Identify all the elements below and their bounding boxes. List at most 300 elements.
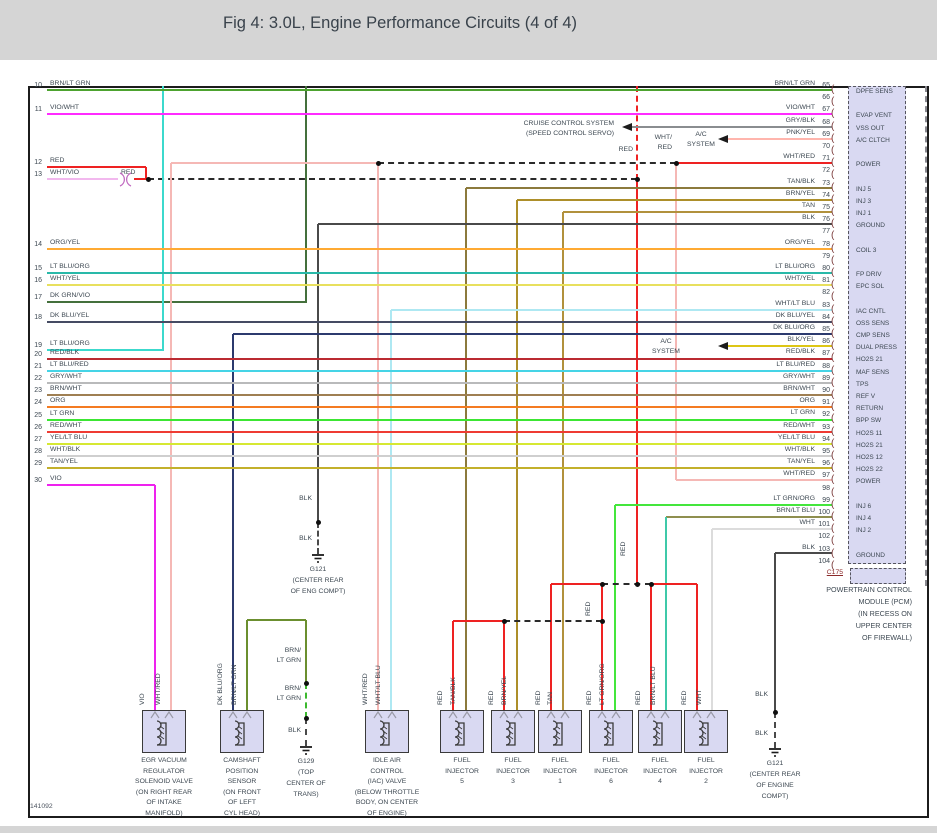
pin-bracket: (: [831, 108, 835, 119]
pin-bracket: (: [831, 96, 835, 107]
wire-color-label: DK BLU/YEL: [50, 312, 90, 319]
row-number: 16: [34, 277, 42, 284]
pin-wire-color-label: BRN/YEL: [785, 190, 815, 197]
pin-bracket: (: [831, 340, 835, 351]
pin-bracket: (: [831, 121, 835, 132]
junction-dot: [773, 710, 778, 715]
component-caption: EGR VACUUM: [141, 757, 187, 764]
component-wire-label: BRN/LT GRN: [231, 664, 238, 705]
wire-segment: [47, 455, 832, 457]
component-caption: INJECTOR: [445, 767, 479, 775]
pin-function-label: CMP SENS: [856, 332, 890, 339]
pin-number: 104: [818, 558, 830, 565]
component-wire-label: TAN/BLK: [450, 677, 457, 705]
pin-function-label: HO2S 21: [856, 356, 883, 363]
pin-number: 97: [822, 472, 830, 479]
ground-symbol: [298, 744, 314, 756]
wire-segment: [246, 620, 248, 711]
wire-segment: [728, 138, 832, 140]
component-wire-label: RED: [437, 690, 444, 705]
annotation-label: LT GRN: [276, 695, 301, 702]
junction-dot: [316, 520, 321, 525]
ground-caption: OF ENGINE: [756, 782, 794, 789]
pin-number: 94: [822, 436, 830, 443]
wire-segment: [317, 224, 319, 522]
component-wire-label: BRN/LT BLU: [650, 666, 657, 705]
pin-function-label: INJ 5: [856, 186, 872, 193]
wire-segment: [47, 419, 832, 421]
component-caption: FUEL: [504, 757, 522, 764]
wire-segment: [774, 553, 776, 712]
pin-wire-color-label: WHT/YEL: [784, 275, 815, 282]
wire-segment: [47, 467, 832, 469]
ground-symbol: [767, 746, 783, 758]
annotation-label: SYSTEM: [687, 141, 715, 148]
component-caption: CONTROL: [370, 767, 404, 775]
wire-segment: [247, 619, 306, 621]
junction-dot: [635, 177, 640, 182]
wire-segment: [615, 504, 832, 506]
wire-segment: [47, 321, 832, 323]
component-caption: 2: [704, 778, 708, 785]
pin-number: 78: [822, 241, 830, 248]
row-number: 14: [34, 241, 42, 248]
pin-bracket: (: [831, 328, 835, 339]
pin-function-label: GROUND: [856, 222, 885, 229]
pin-wire-color-label: BLK: [802, 214, 815, 221]
component-box: [638, 710, 682, 753]
component-caption: 1: [558, 778, 562, 785]
pin-wire-color-label: YEL/LT BLU: [777, 434, 815, 441]
pin-function-label: EPC SOL: [856, 283, 885, 290]
wire-segment: [774, 712, 776, 748]
pin-number: 91: [822, 399, 830, 406]
component-wire-label: BRN/YEL: [501, 675, 508, 705]
pin-function-label: INJ 1: [856, 210, 872, 217]
pin-number: 69: [822, 131, 830, 138]
pin-number: 95: [822, 448, 830, 455]
wire-segment: [614, 505, 616, 711]
pin-function-label: DPFE SENS: [856, 88, 893, 95]
pcm-name: MODULE (PCM): [858, 597, 912, 606]
pin-number: 100: [818, 509, 830, 516]
pin-bracket: (: [831, 511, 835, 522]
figure-title: Fig 4: 3.0L, Engine Performance Circuits (4 of 4): [223, 14, 577, 32]
pin-number: 84: [822, 314, 830, 321]
wire-color-label: YEL/LT BLU: [50, 434, 88, 441]
wire-color-label: RED/BLK: [50, 349, 80, 356]
component-caption: BODY, ON CENTER: [355, 799, 419, 806]
component-caption: OF ENGINE): [367, 809, 407, 817]
component-caption: CYL HEAD): [223, 809, 261, 817]
ground-symbol: [310, 552, 326, 564]
pin-number: 101: [818, 521, 830, 528]
pin-function-label: INJ 2: [856, 527, 872, 534]
wire-segment: [632, 126, 832, 128]
component-box: [589, 710, 633, 753]
wire-segment: [232, 334, 234, 711]
wire-segment: [551, 583, 602, 585]
pin-function-label: EVAP VENT: [856, 112, 892, 119]
pin-bracket: (: [831, 218, 835, 229]
pcm-name: UPPER CENTER: [855, 621, 912, 630]
wire-color-label: WHT/YEL: [50, 275, 81, 282]
annotation-label: LT GRN: [276, 657, 301, 664]
pin-bracket: (: [831, 401, 835, 412]
wire-segment: [925, 86, 927, 586]
ground-caption: (CENTER REAR: [749, 771, 801, 778]
pin-number: 83: [822, 302, 830, 309]
pin-number: 92: [822, 411, 830, 418]
pin-number: 75: [822, 204, 830, 211]
wire-color-label: LT GRN: [50, 410, 75, 417]
pin-bracket: (: [831, 267, 835, 278]
row-number: 11: [34, 106, 42, 113]
pin-wire-color-label: WHT/BLK: [784, 446, 815, 453]
pin-bracket: (: [831, 426, 835, 437]
pin-bracket: (: [831, 560, 835, 571]
annotation-label: RED: [121, 169, 136, 176]
junction-dot: [304, 681, 309, 686]
pin-number: 79: [822, 253, 830, 260]
component-caption: OF INTAKE: [146, 799, 182, 806]
pin-wire-color-label: LT BLU/RED: [776, 361, 815, 368]
component-caption: (BELOW THROTTLE: [354, 788, 420, 796]
annotation-label: BRN/: [284, 685, 301, 692]
pin-bracket: (: [831, 438, 835, 449]
wire-segment: [391, 309, 832, 311]
annotation-label: RED: [618, 146, 633, 153]
row-number: 27: [34, 436, 42, 443]
inline-connector-symbol: [116, 172, 136, 187]
pin-number: 67: [822, 106, 830, 113]
pin-bracket: (: [831, 84, 835, 95]
junction-dot: [674, 161, 679, 166]
wire-segment: [318, 223, 832, 225]
ground-caption: OF ENG COMPT): [290, 588, 346, 595]
component-caption: (ON RIGHT REAR: [135, 788, 193, 796]
pin-number: 72: [822, 167, 830, 174]
pin-bracket: (: [831, 316, 835, 327]
row-number: 23: [34, 387, 42, 394]
annotation-label: BLK: [299, 535, 312, 542]
pin-function-label: RETURN: [856, 405, 884, 412]
pin-wire-color-label: LT BLU/ORG: [775, 263, 815, 270]
wire-color-label: BRN/WHT: [50, 385, 82, 392]
pin-number: 70: [822, 143, 830, 150]
wire-segment: [305, 683, 307, 718]
wire-segment: [47, 431, 832, 433]
pin-bracket: (: [831, 474, 835, 485]
wire-segment: [47, 89, 832, 91]
component-caption: 3: [511, 778, 515, 785]
component-caption: CAMSHAFT: [223, 757, 261, 764]
pin-wire-color-label: BLK: [802, 544, 815, 551]
pin-number: 74: [822, 192, 830, 199]
pin-function-label: IAC CNTL: [856, 308, 886, 315]
component-wire-label: RED: [681, 690, 688, 705]
wire-segment: [47, 248, 832, 250]
component-caption: SOLENOID VALVE: [135, 778, 193, 785]
pin-function-label: INJ 3: [856, 198, 872, 205]
pin-function-label: HO2S 11: [856, 430, 883, 437]
wire-color-label: WHT/VIO: [50, 169, 80, 176]
pin-number: 93: [822, 424, 830, 431]
wire-color-label-rotated: RED: [620, 541, 627, 556]
wire-segment: [377, 163, 379, 711]
pin-number: 77: [822, 228, 830, 235]
wire-segment: [636, 86, 638, 180]
pin-function-label: POWER: [856, 161, 881, 168]
pin-bracket: (: [831, 182, 835, 193]
row-number: 22: [34, 375, 42, 382]
pin-number: 66: [822, 94, 830, 101]
pin-wire-color-label: LT GRN: [790, 409, 815, 416]
wire-segment: [676, 162, 832, 164]
pin-bracket: (: [831, 548, 835, 559]
wire-color-label: LT BLU/ORG: [50, 340, 90, 347]
component-wire-label: RED: [586, 690, 593, 705]
component-box: [684, 710, 728, 753]
pin-bracket: (: [831, 462, 835, 473]
wire-segment: [47, 443, 832, 445]
pin-function-label: INJ 4: [856, 515, 872, 522]
row-number: 29: [34, 460, 42, 467]
wire-color-label: BRN/LT GRN: [50, 80, 91, 87]
component-box: [365, 710, 409, 753]
component-caption: FUEL: [697, 757, 715, 764]
component-caption: FUEL: [651, 757, 669, 764]
annotation-label: BRN/: [284, 647, 301, 654]
component-caption: FUEL: [453, 757, 471, 764]
wire-segment: [602, 583, 651, 585]
junction-dot: [635, 582, 640, 587]
annotation-label: RED: [657, 144, 672, 151]
ground-caption: TRANS): [293, 791, 319, 798]
wire-segment: [378, 162, 676, 164]
pin-number: 76: [822, 216, 830, 223]
row-number: 28: [34, 448, 42, 455]
junction-dot: [304, 716, 309, 721]
pin-bracket: (: [831, 487, 835, 498]
pin-function-label: HO2S 21: [856, 442, 883, 449]
pin-number: 102: [818, 533, 830, 540]
wire-segment: [563, 211, 832, 213]
wire-segment: [676, 479, 832, 481]
pin-wire-color-label: BLK/YEL: [787, 336, 815, 343]
component-box: [491, 710, 535, 753]
wire-segment: [47, 394, 832, 396]
wire-segment: [665, 517, 667, 711]
pin-wire-color-label: TAN/YEL: [787, 458, 815, 465]
ground-caption: G121: [766, 760, 784, 767]
annotation-label: A/C: [660, 338, 672, 345]
wire-segment: [47, 382, 832, 384]
pcm-name: OF FIREWALL): [861, 633, 912, 642]
component-caption: INJECTOR: [689, 767, 723, 775]
pin-bracket: (: [831, 365, 835, 376]
component-caption: INJECTOR: [496, 767, 530, 775]
wire-color-label: RED: [50, 157, 65, 164]
component-caption: 6: [609, 778, 613, 785]
pin-wire-color-label: WHT/RED: [783, 470, 815, 477]
wire-color-label: ORG: [50, 397, 66, 404]
pin-bracket: (: [831, 145, 835, 156]
component-wire-label: LT GRN/ORG: [599, 663, 606, 705]
pin-wire-color-label: RED/BLK: [785, 348, 815, 355]
wire-segment: [47, 301, 306, 303]
component-caption: INJECTOR: [543, 767, 577, 775]
component-box: [538, 710, 582, 753]
wire-segment: [162, 86, 164, 351]
pin-wire-color-label: DK BLU/ORG: [773, 324, 815, 331]
ground-caption: G129: [297, 758, 315, 765]
annotation-label: BLK: [755, 730, 768, 737]
row-number: 12: [34, 159, 42, 166]
pin-wire-color-label: WHT/LT BLU: [775, 300, 815, 307]
pin-wire-color-label: VIO/WHT: [785, 104, 815, 111]
wire-segment: [47, 272, 832, 274]
wire-color-label: VIO: [50, 475, 62, 482]
wire-segment: [504, 620, 602, 622]
pin-bracket: (: [831, 389, 835, 400]
pin-wire-color-label: BRN/LT BLU: [776, 507, 815, 514]
component-caption: SENSOR: [227, 778, 257, 785]
wire-segment: [651, 583, 697, 585]
wire-color-label: DK GRN/VIO: [50, 292, 91, 299]
pin-bracket: (: [831, 523, 835, 534]
component-caption: IDLE AIR: [373, 757, 401, 764]
wire-segment: [466, 187, 832, 189]
pin-function-label: REF V: [856, 393, 876, 400]
row-number: 21: [34, 363, 42, 370]
row-number: 17: [34, 294, 42, 301]
pin-wire-color-label: WHT/RED: [783, 153, 815, 160]
wire-segment: [148, 178, 637, 180]
component-wire-label: WHT/LT BLU: [375, 665, 382, 705]
pin-function-label: FP DRIV: [856, 271, 882, 278]
component-box: [220, 710, 264, 753]
pin-function-label: MAF SENS: [856, 369, 890, 376]
ground-caption: CENTER OF: [286, 780, 326, 787]
to-system-arrow: [718, 342, 728, 350]
to-system-arrow: [718, 135, 728, 143]
annotation-label: BLK: [755, 691, 768, 698]
pin-number: 96: [822, 460, 830, 467]
pin-wire-color-label: LT GRN/ORG: [773, 495, 815, 502]
annotation-label: C175: [826, 569, 843, 576]
component-box: [440, 710, 484, 753]
to-system-arrow: [622, 123, 632, 131]
pin-number: 87: [822, 350, 830, 357]
component-wire-label: RED: [535, 690, 542, 705]
pin-bracket: (: [831, 194, 835, 205]
wire-segment: [712, 528, 832, 530]
wire-segment: [47, 178, 118, 180]
row-number: 19: [34, 342, 42, 349]
wire-segment: [47, 284, 832, 286]
row-number: 24: [34, 399, 42, 406]
pin-function-label: HO2S 22: [856, 466, 883, 473]
row-number: 30: [34, 477, 42, 484]
pin-wire-color-label: TAN: [801, 202, 815, 209]
pin-number: 82: [822, 289, 830, 296]
component-caption: REGULATOR: [143, 767, 185, 775]
wire-segment: [305, 86, 307, 303]
wire-segment: [47, 358, 832, 360]
pin-bracket: (: [831, 157, 835, 168]
wire-color-label: RED/WHT: [50, 422, 82, 429]
component-wire-label: RED: [488, 690, 495, 705]
row-number: 10: [34, 82, 42, 89]
pin-bracket: (: [831, 450, 835, 461]
row-number: 25: [34, 412, 42, 419]
ground-caption: G121: [309, 566, 327, 573]
pin-number: 85: [822, 326, 830, 333]
pin-wire-color-label: TAN/BLK: [787, 178, 815, 185]
pcm-name: POWERTRAIN CONTROL: [826, 585, 912, 594]
component-caption: 5: [460, 778, 464, 785]
component-wire-label: VIO: [139, 693, 146, 705]
component-caption: FUEL: [551, 757, 569, 764]
component-caption: OF LEFT: [228, 799, 256, 806]
wire-segment: [317, 522, 319, 554]
wire-color-label: WHT/BLK: [50, 446, 81, 453]
pin-number: 68: [822, 119, 830, 126]
junction-dot: [376, 161, 381, 166]
wire-color-label: GRY/WHT: [50, 373, 82, 380]
pin-bracket: (: [831, 206, 835, 217]
pin-wire-color-label: ORG: [799, 397, 815, 404]
pin-number: 103: [818, 546, 830, 553]
wire-segment: [171, 162, 378, 164]
junction-dot: [146, 177, 151, 182]
pin-function-label: DUAL PRESS: [856, 344, 897, 351]
pin-number: 86: [822, 338, 830, 345]
pin-bracket: (: [831, 304, 835, 315]
pin-function-label: GROUND: [856, 552, 885, 559]
wire-color-label: ORG/YEL: [50, 239, 81, 246]
pcm-c175-box: [850, 568, 906, 584]
wire-color-label: TAN/YEL: [50, 458, 78, 465]
component-wire-label: WHT: [696, 689, 703, 705]
wire-segment: [305, 718, 307, 746]
component-caption: (ON FRONT: [223, 788, 261, 796]
pin-function-label: OSS SENS: [856, 320, 890, 327]
wire-segment: [453, 620, 504, 622]
pin-bracket: (: [831, 133, 835, 144]
ground-caption: (CENTER REAR: [292, 577, 344, 584]
pin-wire-color-label: PNK/YEL: [786, 129, 815, 136]
component-box: [142, 710, 186, 753]
component-wire-label: TAN: [547, 691, 554, 705]
wire-segment: [517, 199, 832, 201]
component-wire-label: DK BLU/ORG: [217, 663, 224, 705]
wire-color-label: LT BLU/ORG: [50, 263, 90, 270]
pin-wire-color-label: BRN/LT GRN: [774, 80, 815, 87]
component-wire-label: WHT/RED: [362, 673, 369, 705]
pin-bracket: (: [831, 352, 835, 363]
component-caption: INJECTOR: [594, 767, 628, 775]
wire-segment: [465, 188, 467, 711]
wire-segment: [47, 370, 832, 372]
wire-segment: [305, 620, 307, 683]
pin-bracket: (: [831, 279, 835, 290]
junction-dot: [600, 582, 605, 587]
pin-number: 80: [822, 265, 830, 272]
junction-dot: [600, 619, 605, 624]
pin-number: 71: [822, 155, 830, 162]
